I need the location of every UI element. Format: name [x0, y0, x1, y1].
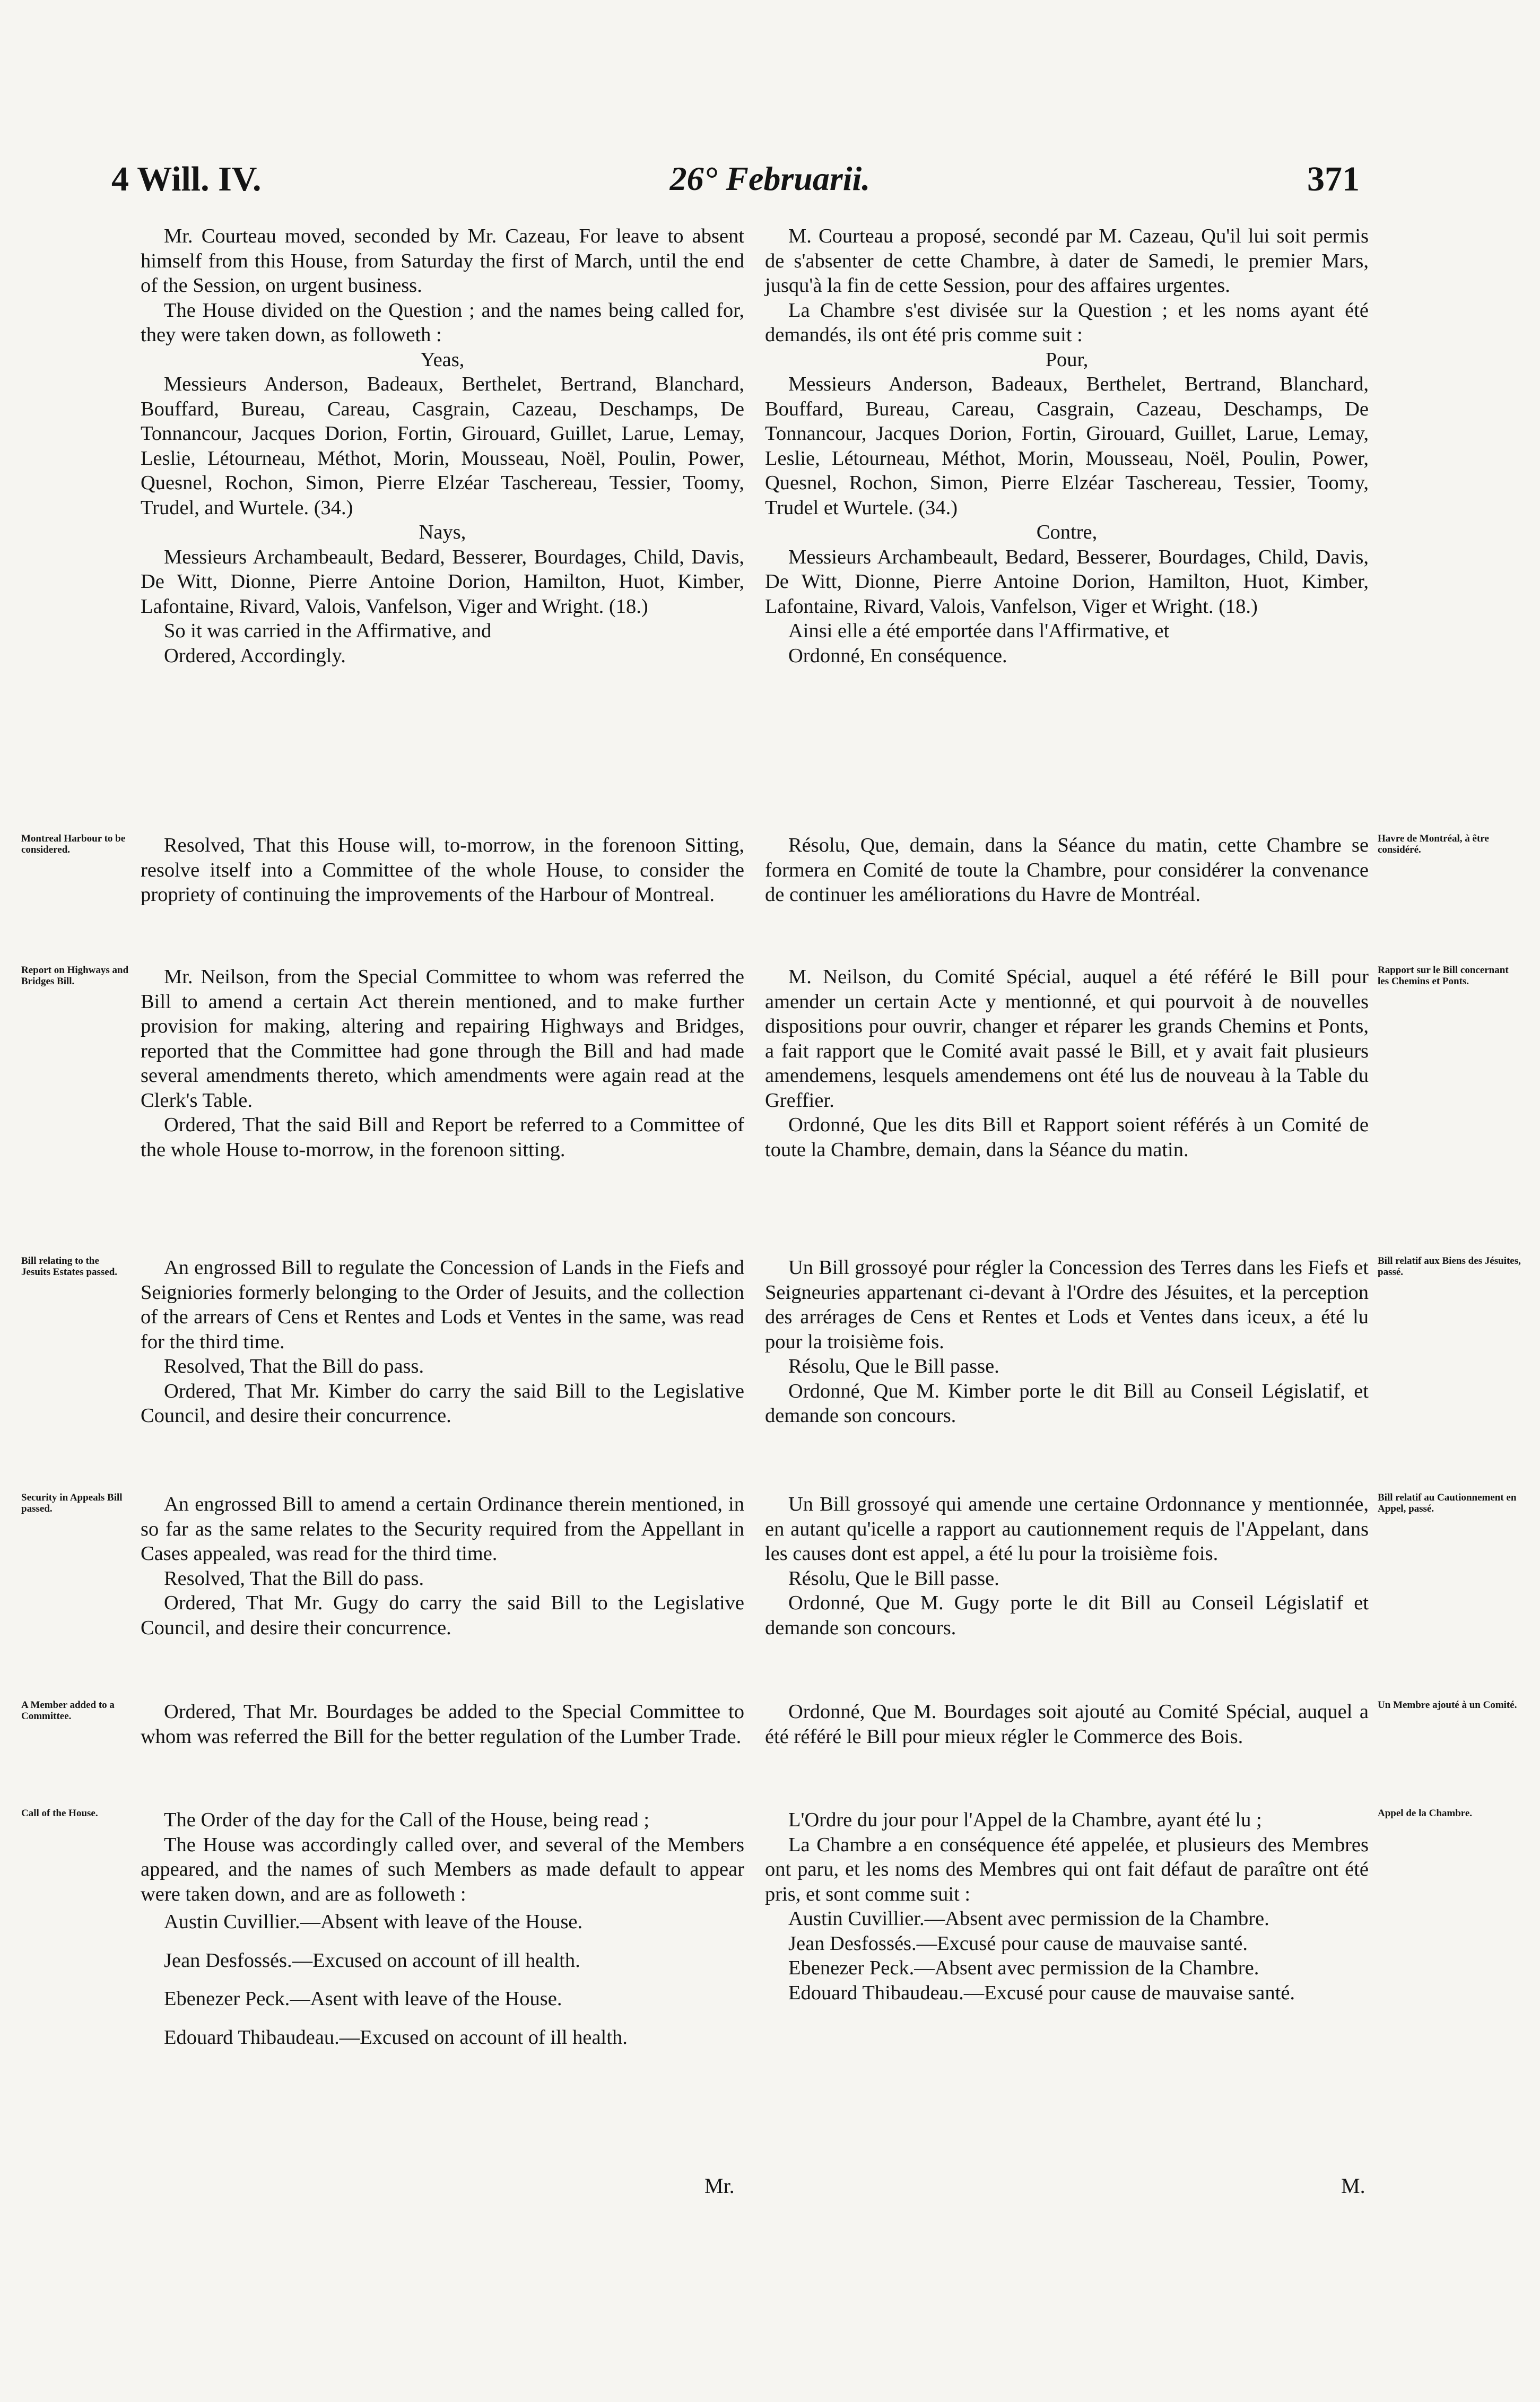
margin-note-left: A Member added to a Committee.: [21, 1699, 115, 1722]
margin-note-right: Appel de la Chambre.: [1378, 1808, 1473, 1819]
absentee-entry: Edouard Thibaudeau.—Excusé pour cause de mauvaise santé.: [788, 1981, 1295, 2004]
english-column: [141, 1699, 744, 1749]
page-header: [0, 159, 1540, 207]
paragraph: An engrossed Bill to amend a certain Ordinance therein mentioned, in so far as the same relates to the Security required from the Appellant in Cases appealed, was read for the third time.: [141, 1493, 744, 1565]
french-column: [765, 224, 1369, 668]
paragraph: Messieurs Anderson, Badeaux, Berthelet, Bertrand, Blanchard, Bouffard, Bureau, Careau, Casgrain, Cazeau, Deschamps, De Tonnancour, Jacques Dorion, Fortin, Girouard, Guillet, Larue, Lemay, Leslie, Létourneau, Méthot, Morin, Mousseau, Noël, Poulin, Power, Quesnel, Rochon, Simon, Pierre Elzéar Taschereau, Tessier, Toomy, Trudel et Wurtele. (34.): [765, 373, 1369, 519]
margin-note-right: Rapport sur le Bill concernant les Chemins et Ponts.: [1378, 965, 1509, 987]
paragraph: Ainsi elle a été emportée dans l'Affirmative, et: [788, 620, 1170, 642]
paragraph: Mr. Courteau moved, seconded by Mr. Cazeau, For leave to absent himself from this House, from Saturday the first of March, until the end of the Session, on urgent business.: [141, 225, 744, 297]
catchword-french: M.: [1341, 2174, 1365, 2198]
absentee-entry: Edouard Thibaudeau.—Excused on account of ill health.: [164, 2026, 628, 2049]
paragraph: Résolu, Que le Bill passe.: [788, 1355, 999, 1377]
margin-note-right: Havre de Montréal, à être considéré.: [1378, 833, 1489, 855]
page-number: 371: [1307, 160, 1360, 198]
english-column: [141, 965, 744, 1162]
paragraph: La Chambre a en conséquence été appelée, et plusieurs des Membres ont paru, et les noms des Membres qui ont fait défaut de paraître ont été pris, et sont comme suit :: [765, 1833, 1369, 1905]
french-column: [765, 833, 1369, 907]
french-column: [765, 1808, 1369, 2005]
absentee-entry: Jean Desfossés.—Excusé pour cause de mauvaise santé.: [788, 1932, 1248, 1955]
absentee-entry: Ebenezer Peck.—Absent avec permission de la Chambre.: [788, 1957, 1259, 1979]
paragraph: M. Courteau a proposé, secondé par M. Cazeau, Qu'il lui soit permis de s'absenter de cette Chambre, à dater de Samedi, le premier Mars, jusqu'à la fin de cette Session, pour des affaires urgentes.: [765, 225, 1369, 297]
paragraph: Ordered, Accordingly.: [164, 644, 346, 667]
english-column: [141, 833, 744, 907]
paragraph: Messieurs Archambeault, Bedard, Besserer, Bourdages, Child, Davis, De Witt, Dionne, Pierre Antoine Dorion, Hamilton, Huot, Kimber, Lafontaine, Rivard, Valois, Vanfelson, Viger et Wright. (18.): [765, 545, 1369, 618]
paragraph: Résolu, Que, demain, dans la Séance du matin, cette Chambre se formera en Comité de toute la Chambre, pour considérer la convenance de continuer les améliorations du Havre de Montréal.: [765, 834, 1369, 906]
paragraph: Un Bill grossoyé pour régler la Concession des Terres dans les Fiefs et Seigneuries appartenant ci-devant à l'Ordre des Jésuites, et la perception des arrérages de Cens et Rentes et Lods et Ventes dans iceux, a été lu pour la troisième fois.: [765, 1256, 1369, 1353]
paragraph: The House was accordingly called over, and several of the Members appeared, and the names of such Members as made default to appear were taken down, and are as followeth :: [141, 1833, 744, 1905]
margin-note-left: Security in Appeals Bill passed.: [21, 1492, 123, 1514]
paragraph: Ordered, That Mr. Gugy do carry the said Bill to the Legislative Council, and desire their concurrence.: [141, 1592, 744, 1639]
french-column: [765, 1492, 1369, 1640]
paragraph: The Order of the day for the Call of the House, being read ;: [164, 1809, 650, 1831]
paragraph: Ordonné, Que M. Kimber porte le dit Bill au Conseil Législatif, et demande son concours.: [765, 1380, 1369, 1427]
division-heading: Pour,: [1045, 348, 1089, 371]
regnal-year: 4 Will. IV.: [111, 160, 262, 198]
margin-note-right: Bill relatif aux Biens des Jésuites, passé.: [1378, 1255, 1521, 1278]
paragraph: Messieurs Archambeault, Bedard, Besserer, Bourdages, Child, Davis, De Witt, Dionne, Pierre Antoine Dorion, Hamilton, Huot, Kimber, Lafontaine, Rivard, Valois, Vanfelson, Viger and Wright. (18.): [141, 545, 744, 618]
paragraph: Ordonné, En conséquence.: [788, 644, 1007, 667]
paragraph: Ordered, That Mr. Bourdages be added to the Special Committee to whom was referred the Bill for the better regulation of the Lumber Trade.: [141, 1701, 744, 1748]
absentee-entry: Ebenezer Peck.—Asent with leave of the House.: [164, 1988, 562, 2010]
margin-note-left: Montreal Harbour to be considered.: [21, 833, 126, 855]
page-date: 26° Februarii.: [669, 160, 871, 197]
paragraph: Resolved, That this House will, to-morrow, in the forenoon Sitting, resolve itself into a Committee of the whole House, to consider the propriety of continuing the improvements of the Harbour of Montreal.: [141, 834, 744, 906]
paragraph: The House divided on the Question ; and the names being called for, they were taken down, as followeth :: [141, 299, 744, 346]
paragraph: Un Bill grossoyé qui amende une certaine Ordonnance y mentionnée, en autant qu'icelle a rapport au cautionnement requis de l'Appelant, dans les causes dont est appel, a été lu pour la troisième fois.: [765, 1493, 1369, 1565]
paragraph: Resolved, That the Bill do pass.: [164, 1355, 424, 1377]
paragraph: La Chambre s'est divisée sur la Question ; et les noms ayant été demandés, ils ont été pris comme suit :: [765, 299, 1369, 346]
english-column: [141, 1808, 744, 2050]
absentee-entry: Austin Cuvillier.—Absent with leave of the House.: [164, 1911, 583, 1933]
paragraph: Mr. Neilson, from the Special Committee to whom was referred the Bill to amend a certain Act therein mentioned, and to make further provision for making, altering and repairing Highways and Bridges, reported that the Committee had gone through the Bill and had made several amendments thereto, which amendments were again read at the Clerk's Table.: [141, 966, 744, 1112]
paragraph: M. Neilson, du Comité Spécial, auquel a été référé le Bill pour amender un certain Acte y mentionné, et qui pourvoit à de nouvelles dispositions pour ouvrir, changer et réparer les grands Chemins et Ponts, a fait rapport que le Comité avait passé le Bill, et y avait fait plusieurs amendemens, lesquels amendemens ont été lus de nouveau à la Table du Greffier.: [765, 966, 1369, 1112]
margin-note-right: Un Membre ajouté à un Comité.: [1378, 1699, 1517, 1711]
absentee-entry: Austin Cuvillier.—Absent avec permission de la Chambre.: [788, 1907, 1269, 1930]
division-heading: Contre,: [1036, 521, 1098, 543]
paragraph: Ordonné, Que M. Gugy porte le dit Bill au Conseil Législatif et demande son concours.: [765, 1592, 1369, 1639]
french-column: [765, 1255, 1369, 1428]
paragraph: Resolved, That the Bill do pass.: [164, 1567, 424, 1590]
paragraph: Ordered, That Mr. Kimber do carry the said Bill to the Legislative Council, and desire their concurrence.: [141, 1380, 744, 1427]
catchword-english: Mr.: [704, 2174, 735, 2198]
division-heading: Nays,: [419, 521, 466, 543]
absentee-entry: Jean Desfossés.—Excused on account of ill health.: [164, 1949, 580, 1972]
english-column: [141, 1492, 744, 1640]
division-heading: Yeas,: [420, 348, 465, 371]
english-column: [141, 1255, 744, 1428]
paragraph: An engrossed Bill to regulate the Concession of Lands in the Fiefs and Seigniories formerly belonging to the Order of Jesuits, and the collection of the arrears of Cens et Rentes and Lods et Ventes in the same, was read for the third time.: [141, 1256, 744, 1353]
french-column: [765, 1699, 1369, 1749]
paragraph: Ordered, That the said Bill and Report be referred to a Committee of the whole House to-morrow, in the forenoon sitting.: [141, 1114, 744, 1161]
paragraph: Ordonné, Que M. Bourdages soit ajouté au Comité Spécial, auquel a été référé le Bill pour mieux régler le Commerce des Bois.: [765, 1701, 1369, 1748]
margin-note-left: Report on Highways and Bridges Bill.: [21, 965, 129, 987]
french-column: [765, 965, 1369, 1162]
paragraph: L'Ordre du jour pour l'Appel de la Chambre, ayant été lu ;: [788, 1809, 1262, 1831]
paragraph: So it was carried in the Affirmative, and: [164, 620, 492, 642]
paragraph: Ordonné, Que les dits Bill et Rapport soient référés à un Comité de toute la Chambre, demain, dans la Séance du matin.: [765, 1114, 1369, 1161]
margin-note-right: Bill relatif au Cautionnement en Appel, passé.: [1378, 1492, 1517, 1514]
margin-note-left: Call of the House.: [21, 1808, 98, 1819]
margin-note-left: Bill relating to the Jesuits Estates passed.: [21, 1255, 118, 1278]
english-column: [141, 224, 744, 668]
paragraph: Résolu, Que le Bill passe.: [788, 1567, 999, 1590]
paragraph: Messieurs Anderson, Badeaux, Berthelet, Bertrand, Blanchard, Bouffard, Bureau, Careau, Casgrain, Cazeau, Deschamps, De Tonnancour, Jacques Dorion, Fortin, Girouard, Guillet, Larue, Lemay, Leslie, Létourneau, Méthot, Morin, Mousseau, Noël, Poulin, Power, Quesnel, Rochon, Simon, Pierre Elzéar Taschereau, Tessier, Toomy, Trudel, and Wurtele. (34.): [141, 373, 744, 519]
